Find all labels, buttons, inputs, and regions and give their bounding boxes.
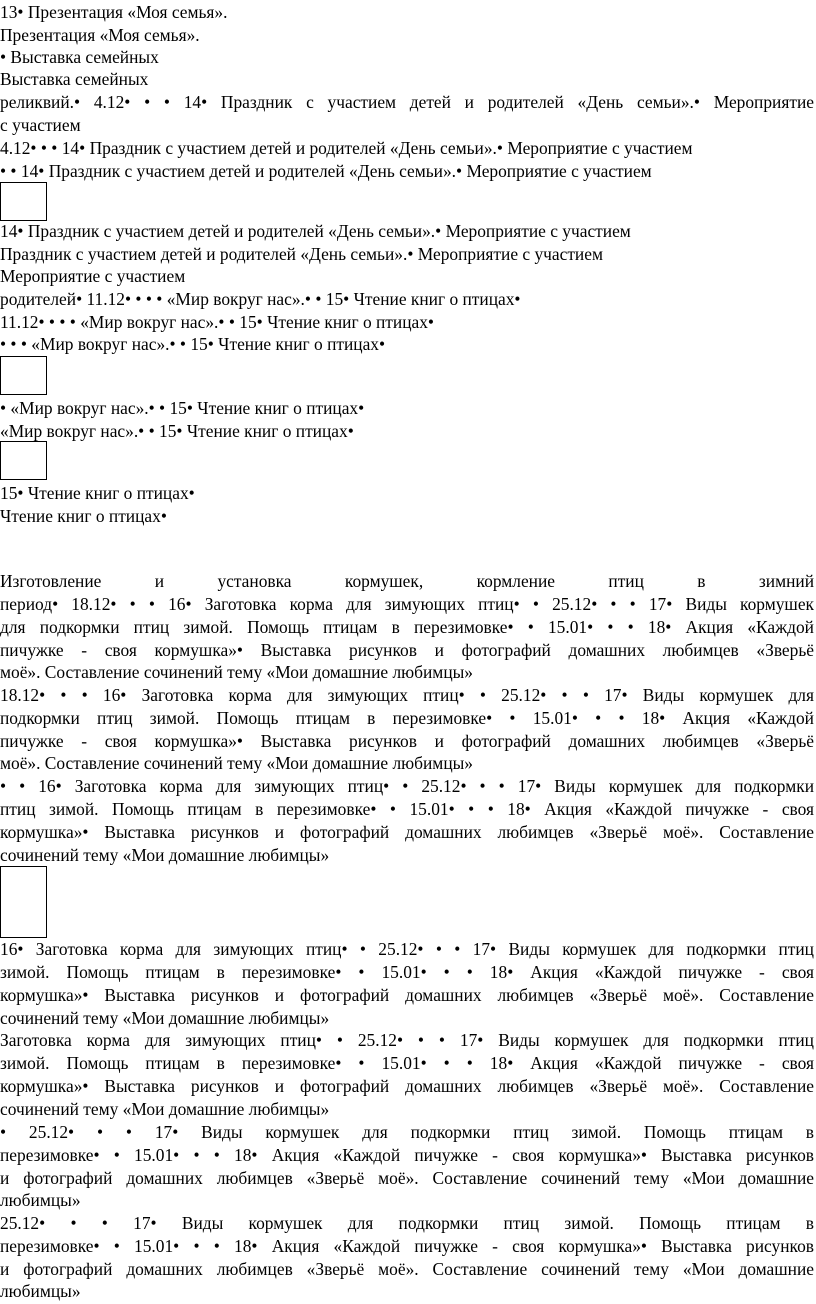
text-line: зимой. Помощь птицам в перезимовке• • 15.01• • • 18• Акция «Каждой пичужке - своя — [0, 1053, 814, 1073]
text-line: Заготовка корма для зимующих птиц• • 25.12• • • 17• Виды кормушек для подкормки птиц — [0, 1030, 814, 1050]
text-line: любимцы» — [0, 1281, 81, 1301]
text-line: Изготовление и установка кормушек, кормление птиц в зимний — [0, 571, 814, 591]
text-line: 15• Чтение книг о птицах• — [0, 483, 195, 503]
text-line: родителей• 11.12• • • • «Мир вокруг нас».• • 15• Чтение книг о птицах• — [0, 289, 521, 309]
text-line: 4.12• • • 14• Праздник с участием детей и родителей «День семьи».• Мероприятие с участием — [0, 138, 693, 158]
text-line: Праздник с участием детей и родителей «День семьи».• Мероприятие с участием — [0, 244, 603, 264]
text-line: сочинений тему «Мои домашние любимцы» — [0, 1008, 330, 1028]
text-line: 18.12• • • 16• Заготовка корма для зимующих птиц• • 25.12• • • 17• Виды кормушек для — [0, 685, 814, 705]
text-line: сочинений тему «Мои домашние любимцы» — [0, 845, 330, 865]
text-line: моё». Составление сочинений тему «Мои домашние любимцы» — [0, 662, 474, 682]
text-line: 13• Презентация «Моя семья». — [0, 2, 228, 22]
text-line: сочинений тему «Мои домашние любимцы» — [0, 1099, 330, 1119]
text-line: Презентация «Моя семья». — [0, 25, 200, 45]
text-line: • Выставка семейных — [0, 47, 159, 67]
text-line: кормушка»• Выставка рисунков и фотографий домашних любимцев «Зверьё моё». Составление — [0, 822, 814, 842]
text-line: и фотографий домашних любимцев «Зверьё моё». Составление сочинений тему «Мои домашние — [0, 1168, 814, 1188]
text-line: и фотографий домашних любимцев «Зверьё моё». Составление сочинений тему «Мои домашние — [0, 1259, 814, 1279]
empty-frame — [0, 182, 47, 221]
text-line: Мероприятие с участием — [0, 266, 186, 286]
text-line: • • 14• Праздник с участием детей и родителей «День семьи».• Мероприятие с участием — [0, 161, 652, 181]
text-line: «Мир вокруг нас».• • 15• Чтение книг о птицах• — [0, 421, 354, 441]
text-line: любимцы» — [0, 1190, 81, 1210]
text-line: Чтение книг о птицах• — [0, 506, 167, 526]
text-line: реликвий.• 4.12• • • 14• Праздник с участием детей и родителей «День семьи».• Мероприятие — [0, 92, 814, 112]
text-line: для подкормки птиц зимой. Помощь птицам в перезимовке• • 15.01• • • 18• Акция «Каждой — [0, 617, 814, 637]
text-line: • • 16• Заготовка корма для зимующих птиц• • 25.12• • • 17• Виды кормушек для подкормки — [0, 776, 814, 796]
text-line: птиц зимой. Помощь птицам в перезимовке• • 15.01• • • 18• Акция «Каждой пичужке - своя — [0, 799, 814, 819]
text-line: 25.12• • • 17• Виды кормушек для подкормки птиц зимой. Помощь птицам в — [0, 1213, 814, 1233]
text-line: Выставка семейных — [0, 69, 149, 89]
text-line: перезимовке• • 15.01• • • 18• Акция «Каждой пичужке - своя кормушка»• Выставка рисунков — [0, 1145, 814, 1165]
text-line: перезимовке• • 15.01• • • 18• Акция «Каждой пичужке - своя кормушка»• Выставка рисунков — [0, 1236, 814, 1256]
empty-frame — [0, 866, 47, 938]
text-line: зимой. Помощь птицам в перезимовке• • 15.01• • • 18• Акция «Каждой пичужке - своя — [0, 962, 814, 982]
text-line: подкормки птиц зимой. Помощь птицам в перезимовке• • 15.01• • • 18• Акция «Каждой — [0, 708, 814, 728]
text-line: 16• Заготовка корма для зимующих птиц• • 25.12• • • 17• Виды кормушек для подкормки птиц — [0, 939, 814, 959]
text-line: 14• Праздник с участием детей и родителей «День семьи».• Мероприятие с участием — [0, 221, 631, 241]
text-line: пичужке - своя кормушка»• Выставка рисунков и фотографий домашних любимцев «Зверьё — [0, 640, 814, 660]
empty-frame — [0, 356, 47, 395]
text-line: период• 18.12• • • 16• Заготовка корма для зимующих птиц• • 25.12• • • 17• Виды кормушек — [0, 594, 814, 614]
text-line: с участием — [0, 115, 81, 135]
text-line: кормушка»• Выставка рисунков и фотографий домашних любимцев «Зверьё моё». Составление — [0, 985, 814, 1005]
text-line: • 25.12• • • 17• Виды кормушек для подкормки птиц зимой. Помощь птицам в — [0, 1122, 814, 1142]
text-line: моё». Составление сочинений тему «Мои домашние любимцы» — [0, 753, 474, 773]
text-line: • «Мир вокруг нас».• • 15• Чтение книг о птицах• — [0, 398, 365, 418]
empty-frame — [0, 441, 47, 480]
text-line: • • • «Мир вокруг нас».• • 15• Чтение книг о птицах• — [0, 334, 386, 354]
text-line: кормушка»• Выставка рисунков и фотографий домашних любимцев «Зверьё моё». Составление — [0, 1076, 814, 1096]
text-line: пичужке - своя кормушка»• Выставка рисунков и фотографий домашних любимцев «Зверьё — [0, 731, 814, 751]
text-line: 11.12• • • • «Мир вокруг нас».• • 15• Чтение книг о птицах• — [0, 312, 435, 332]
